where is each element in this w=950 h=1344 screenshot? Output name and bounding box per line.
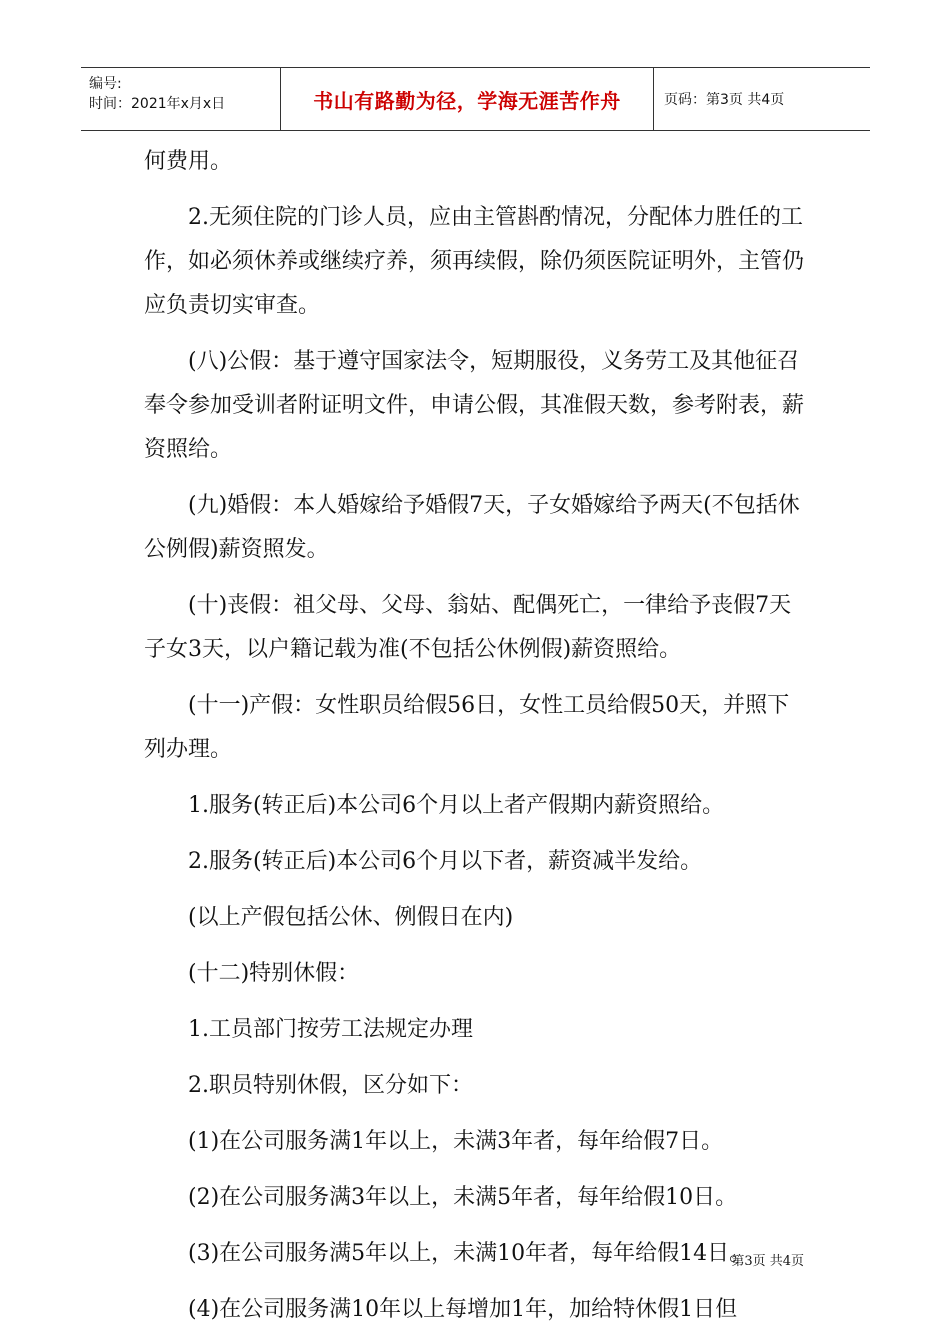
paragraph: 何费用。	[144, 149, 233, 174]
paragraph: (十一)产假：女性职员给假56日，女性工员给假50天，并照下列办理。	[144, 693, 790, 762]
paragraph: (以上产假包括公休、例假日在内)	[188, 905, 514, 930]
header-motto: 书山有路勤为径，学海无涯苦作舟	[313, 88, 621, 113]
paragraph: (十二)特别休假：	[188, 961, 360, 986]
header-meta	[81, 68, 281, 130]
paragraph: 1.服务(转正后)本公司6个月以上者产假期内薪资照给。	[188, 793, 725, 818]
paragraph: 2.职员特别休假，区分如下：	[188, 1073, 473, 1098]
document-body	[144, 140, 809, 1344]
paragraph: (1)在公司服务满1年以上，未满3年者，每年给假7日。	[188, 1129, 724, 1154]
paragraph: 1.工员部门按劳工法规定办理	[188, 1017, 473, 1042]
page-footer: 第3页 共4页	[731, 1254, 804, 1269]
paragraph: (2)在公司服务满3年以上，未满5年者，每年给假10日。	[188, 1185, 738, 1210]
paragraph: 2.服务(转正后)本公司6个月以下者，薪资减半发给。	[188, 849, 703, 874]
paragraph: 2.无须住院的门诊人员，应由主管斟酌情况，分配体力胜任的工作，如必须休养或继续疗养，须再续假，除仍须医院证明外，主管仍应负责切实审查。	[144, 205, 805, 318]
paragraph: (十)丧假：祖父母、父母、翁姑、配偶死亡，一律给予丧假7天子女3天，以户籍记载为准(不包括公休例假)薪资照给。	[144, 593, 792, 662]
paragraph: (3)在公司服务满5年以上，未满10年者，每年给假14日。	[188, 1241, 752, 1266]
header-page-number: 页码：第3页 共4页	[664, 92, 785, 108]
paragraph: (九)婚假：本人婚嫁给予婚假7天，子女婚嫁给予两天(不包括休公例假)薪资照发。	[144, 493, 800, 562]
document-number: 编号:	[89, 76, 122, 92]
paragraph: (4)在公司服务满10年以上每增加1年，加给特休假1日但	[188, 1297, 738, 1322]
page-header	[81, 67, 870, 131]
paragraph: (八)公假：基于遵守国家法令，短期服役，义务劳工及其他征召奉令参加受训者附证明文件，申请公假，其准假天数，参考附表，薪资照给。	[144, 349, 805, 462]
document-time: 时间：2021年x月x日	[89, 96, 226, 112]
header-motto-cell	[281, 68, 654, 130]
